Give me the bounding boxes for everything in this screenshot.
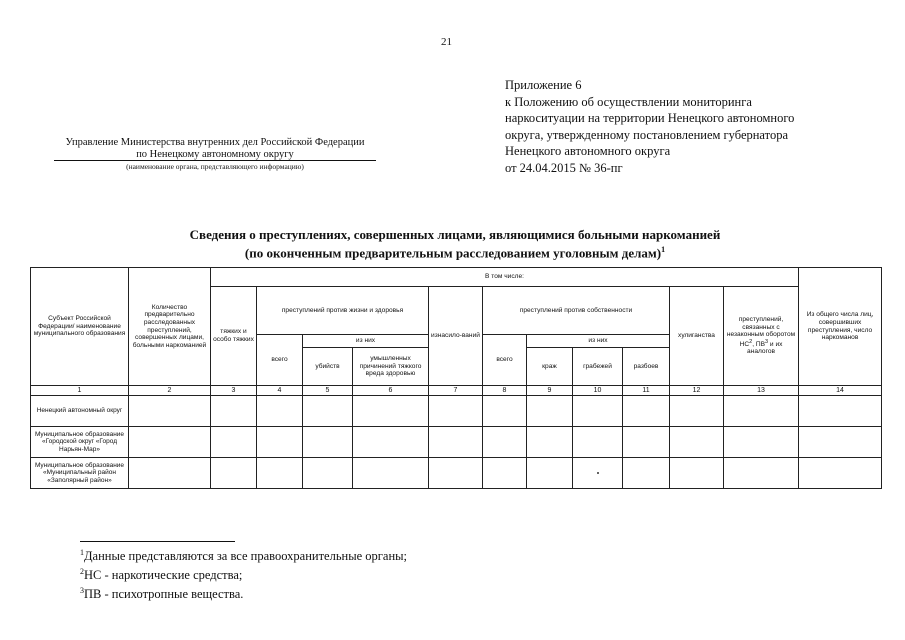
appendix-line: наркоситуации на территории Ненецкого автономного [505, 111, 795, 125]
organization-caption: (наименование органа, представляющего информацию) [126, 162, 304, 171]
header-hooliganism: хулиганства [670, 287, 724, 386]
header-drug-crimes: преступлений, связанных с незаконным оборотом $НС^2$, $ПВ^3$ и их аналогов [724, 287, 799, 386]
title-line1: Сведения о преступлениях, совершенных лицами, являющимися больными наркоманией [189, 227, 721, 242]
table-cell [527, 396, 573, 427]
column-number: 3 [211, 386, 257, 396]
appendix-line: Приложение 6 [505, 78, 582, 92]
table-cell [670, 458, 724, 489]
column-number: 6 [353, 386, 429, 396]
table-cell [211, 396, 257, 427]
header-rapes: изнасило-ваний [429, 287, 483, 386]
footnote [80, 545, 407, 564]
footnote-mark: 3 [80, 586, 84, 596]
table-row [31, 427, 882, 458]
header-count: Количество предварительно расследованных преступлений, совершенных лицами, больными наркоманией [129, 268, 211, 386]
table-cell [353, 396, 429, 427]
footnote-text: ПВ - психотропные вещества. [84, 587, 244, 602]
crime-statistics-table [30, 267, 882, 489]
organization-name-line2: по Ненецкому автономному округу [54, 149, 376, 161]
header-life-of-them: из них [303, 335, 429, 348]
title-footnote-mark: 1 [661, 245, 666, 254]
appendix-line: округа, утвержденному постановлением губернатора [505, 127, 788, 142]
table-cell [670, 427, 724, 458]
organization-name-line1: Управление Министерства внутренних дел Российской Федерации [65, 137, 365, 148]
table-row [31, 458, 882, 489]
footnote-text: НС - наркотические средства; [84, 568, 243, 583]
title-line2 [30, 242, 880, 260]
table-cell [129, 396, 211, 427]
header-of-total: Из общего числа лиц, совершивших преступления, число наркоманов [799, 268, 882, 386]
column-number: 5 [303, 386, 353, 396]
column-number: 13 [724, 386, 799, 396]
table-cell [483, 458, 527, 489]
table-cell [724, 458, 799, 489]
table-cell [429, 396, 483, 427]
header-grave: тяжких и особо тяжких [211, 287, 257, 386]
footnote [80, 564, 407, 583]
organization-block [50, 137, 380, 171]
page-number: 21 [441, 36, 452, 48]
table-cell [483, 396, 527, 427]
table-cell [623, 427, 670, 458]
table-cell [573, 458, 623, 489]
table-cell [483, 427, 527, 458]
table-cell [211, 427, 257, 458]
table-cell [257, 458, 303, 489]
header-life-total: всего [257, 335, 303, 386]
column-number: 7 [429, 386, 483, 396]
header-subject: Субъект Российской Федерации/ наименование муниципального образования [31, 268, 129, 386]
footnote [80, 583, 407, 602]
column-number: 14 [799, 386, 882, 396]
table-cell [353, 458, 429, 489]
table-cell [799, 458, 882, 489]
table-row [31, 396, 882, 427]
table-cell [429, 427, 483, 458]
table-cell [623, 396, 670, 427]
footnote-separator [80, 541, 235, 542]
row-name: Муниципальное образование «Муниципальный район «Заполярный район» [31, 458, 129, 489]
title-line2-text: (по оконченным предварительным расследованием уголовным делам) [244, 245, 662, 261]
header-robbery: грабежей [573, 348, 623, 386]
row-name: Ненецкий автономный округ [31, 396, 129, 427]
column-number: 4 [257, 386, 303, 396]
table-cell [129, 458, 211, 489]
column-number: 11 [623, 386, 670, 396]
table-cell [670, 396, 724, 427]
table-cell [257, 396, 303, 427]
header-property-of-them: из них [527, 335, 670, 348]
footnote-text: Данные представляются за все правоохранительные органы; [84, 549, 408, 564]
table-cell [211, 458, 257, 489]
header-against-property: преступлений против собственности [483, 287, 670, 335]
column-number: 9 [527, 386, 573, 396]
header-property-total: всего [483, 335, 527, 386]
table-cell [303, 427, 353, 458]
appendix-reference [505, 77, 895, 176]
table-cell [429, 458, 483, 489]
table-cell [257, 427, 303, 458]
footnotes [80, 545, 407, 602]
column-number: 8 [483, 386, 527, 396]
table-cell [527, 427, 573, 458]
appendix-line: к Положению об осуществлении мониторинга [505, 94, 752, 109]
table-cell [573, 427, 623, 458]
document-title [30, 227, 880, 260]
column-number: 10 [573, 386, 623, 396]
appendix-line: Ненецкого автономного округа [505, 144, 671, 158]
header-against-life: преступлений против жизни и здоровья [257, 287, 429, 335]
table-cell [303, 396, 353, 427]
header-murders: убийств [303, 348, 353, 386]
column-number: 12 [670, 386, 724, 396]
column-number: 2 [129, 386, 211, 396]
table-cell [799, 396, 882, 427]
header-theft: краж [527, 348, 573, 386]
table-cell [724, 427, 799, 458]
stray-dot-mark [597, 472, 599, 474]
table-cell [573, 396, 623, 427]
table-cell [724, 396, 799, 427]
footnote-mark: 1 [80, 548, 84, 557]
column-number: 1 [31, 386, 129, 396]
table-cell [129, 427, 211, 458]
table-cell [623, 458, 670, 489]
table-cell [527, 458, 573, 489]
footnote-mark: 2 [80, 567, 84, 577]
table-cell [303, 458, 353, 489]
table-cell [353, 427, 429, 458]
table-cell [799, 427, 882, 458]
header-harm: умышленных причинений тяжкого вреда здоровью [353, 348, 429, 386]
header-assault: разбоев [623, 348, 670, 386]
header-including: В том числе: [211, 268, 799, 287]
appendix-line: от 24.04.2015 № 36-пг [505, 160, 623, 175]
row-name: Муниципальное образование «Городской округ «Город Нарьян-Мар» [31, 427, 129, 458]
